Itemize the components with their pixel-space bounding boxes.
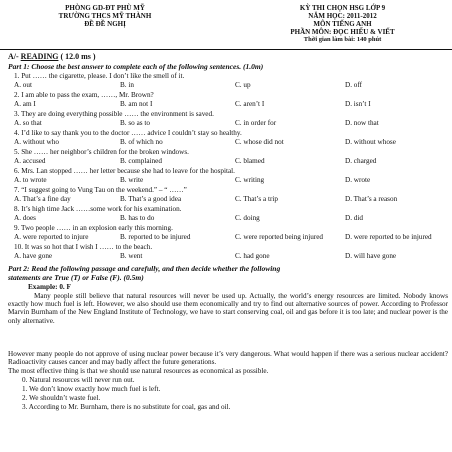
question-stem: 7. “I suggest going to Vung Tau on the weekend.” – “ ……” <box>14 186 187 194</box>
answer-option: B. in <box>120 81 134 89</box>
header-right-line: NĂM HỌC: 2011-2012 <box>308 12 377 20</box>
answer-option: D. without whose <box>345 138 396 146</box>
answer-option: C. had gone <box>235 252 270 260</box>
answer-option: B. am not I <box>120 100 153 108</box>
passage-paragraph: The most effective thing is that we should use natural resources as economical as possible. <box>8 367 269 375</box>
answer-option: D. isn’t I <box>345 100 371 108</box>
answer-option: A. am I <box>14 100 36 108</box>
answer-option: B. of which no <box>120 138 163 146</box>
answer-option: C. up <box>235 81 251 89</box>
answer-option: C. in order for <box>235 119 277 127</box>
header-right-line: MÔN TIẾNG ANH <box>313 20 372 28</box>
answer-option: B. reported to be injured <box>120 233 191 241</box>
header-left-line: PHÒNG GD-ĐT PHÙ MỸ <box>65 4 145 12</box>
answer-option: A. does <box>14 214 36 222</box>
answer-option: C. whose did not <box>235 138 284 146</box>
answer-option: D. will have gone <box>345 252 397 260</box>
answer-option: C. writing <box>235 176 265 184</box>
passage-paragraph: However many people do not approve of using nuclear power because it’s very dangerous. What would happen if there was a serious nuclear accident? Radioactivity causes cancer and may badly affect the future generations. <box>8 350 448 367</box>
answer-option: C. were reported being injured <box>235 233 324 241</box>
answer-option: A. have gone <box>14 252 53 260</box>
answer-option: A. so that <box>14 119 42 127</box>
header-left-line: TRƯỜNG THCS MỸ THÀNH <box>58 12 152 20</box>
answer-option: B. complained <box>120 157 162 165</box>
part1-instruction: Part 1: Choose the best answer to complete each of the following sentences. (1.0m) <box>8 62 264 71</box>
statement: 1. We don’t know exactly how much fuel is left. <box>22 385 161 393</box>
header-right-line: PHẦN MÔN: ĐỌC HIỂU & VIẾT <box>290 28 395 36</box>
statement: 3. According to Mr. Burnham, there is no substitute for coal, gas and oil. <box>22 403 231 411</box>
header-right-line: KỲ THI CHỌN HSG LỚP 9 <box>299 4 386 12</box>
question-stem: 3. They are doing everything possible …… the environment is saved. <box>14 110 214 118</box>
answer-option: A. That’s a fine day <box>14 195 71 203</box>
example-label: Example: 0. F <box>28 283 71 291</box>
answer-option: C. blamed <box>235 157 265 165</box>
question-stem: 4. I’d like to say thank you to the doctor …… advice I couldn’t stay so healthy. <box>14 129 242 137</box>
header-divider <box>0 49 452 50</box>
answer-option: C. doing <box>235 214 260 222</box>
part2-instruction-line2: statements are True (T) or False (F). (0.5m) <box>8 273 144 282</box>
question-stem: 1. Put …… the cigarette, please. I don’t like the smell of it. <box>14 72 185 80</box>
answer-option: A. were reported to injure <box>14 233 89 241</box>
statement: 2. We shouldn’t waste fuel. <box>22 394 101 402</box>
question-stem: 2. I am able to pass the exam, ……, Mr. Brown? <box>14 91 154 99</box>
question-stem: 10. It was so hot that I wish I …… to the beach. <box>14 243 153 251</box>
answer-option: D. That’s a reason <box>345 195 398 203</box>
statement: 0. Natural resources will never run out. <box>22 376 135 384</box>
passage-paragraph: Many people still believe that natural resources will never be used up. Actually, the world’s energy resources are limited. Nobody knows exactly how much fuel is left. However, we also should use them economically and try to find out alternative sources of power. According to Professor Marvin Burnham of the New England Institute of Technology, we have to start conserving coal, oil and gas before it is too late; and nuclear power is the only alternative. <box>8 292 448 325</box>
answer-option: D. were reported to be injured <box>345 233 432 241</box>
section-title <box>8 52 96 61</box>
answer-option: D. off <box>345 81 363 89</box>
answer-option: C. aren’t I <box>235 100 265 108</box>
answer-option: A. to wrote <box>14 176 47 184</box>
answer-option: A. without who <box>14 138 59 146</box>
question-stem: 9. Two people …… in an explosion early this morning. <box>14 224 173 232</box>
section-prefix: A/- <box>8 52 21 61</box>
question-stem: 6. Mrs. Lan stopped …… her letter because she had to leave for the hospital. <box>14 167 235 175</box>
header-right-line: Thời gian làm bài: 140 phút <box>303 36 382 43</box>
answer-option: D. did <box>345 214 363 222</box>
exam-header <box>250 4 435 44</box>
question-stem: 5. She …… her neighbor’s children for the broken windows. <box>14 148 189 156</box>
question-stem: 8. It’s high time Jack ……some work for his examination. <box>14 205 182 213</box>
answer-option: D. wrote <box>345 176 371 184</box>
answer-option: B. so as to <box>120 119 150 127</box>
answer-option: D. charged <box>345 157 377 165</box>
answer-option: C. That’s a trip <box>235 195 278 203</box>
answer-option: D. now that <box>345 119 379 127</box>
answer-option: B. went <box>120 252 143 260</box>
answer-option: B. write <box>120 176 144 184</box>
section-points: ( 12.0 ms ) <box>58 52 96 61</box>
answer-option: B. has to do <box>120 214 155 222</box>
part2-instruction-line1: Part 2: Read the following passage and carefully, and then decide whether the following <box>8 264 281 273</box>
header-left-line: ĐỀ ĐỀ NGHỊ <box>84 20 126 28</box>
answer-option: B. That’s a good idea <box>120 195 182 203</box>
school-header <box>30 4 180 28</box>
answer-option: A. accused <box>14 157 46 165</box>
section-name: READING <box>20 52 59 61</box>
answer-option: A. out <box>14 81 32 89</box>
